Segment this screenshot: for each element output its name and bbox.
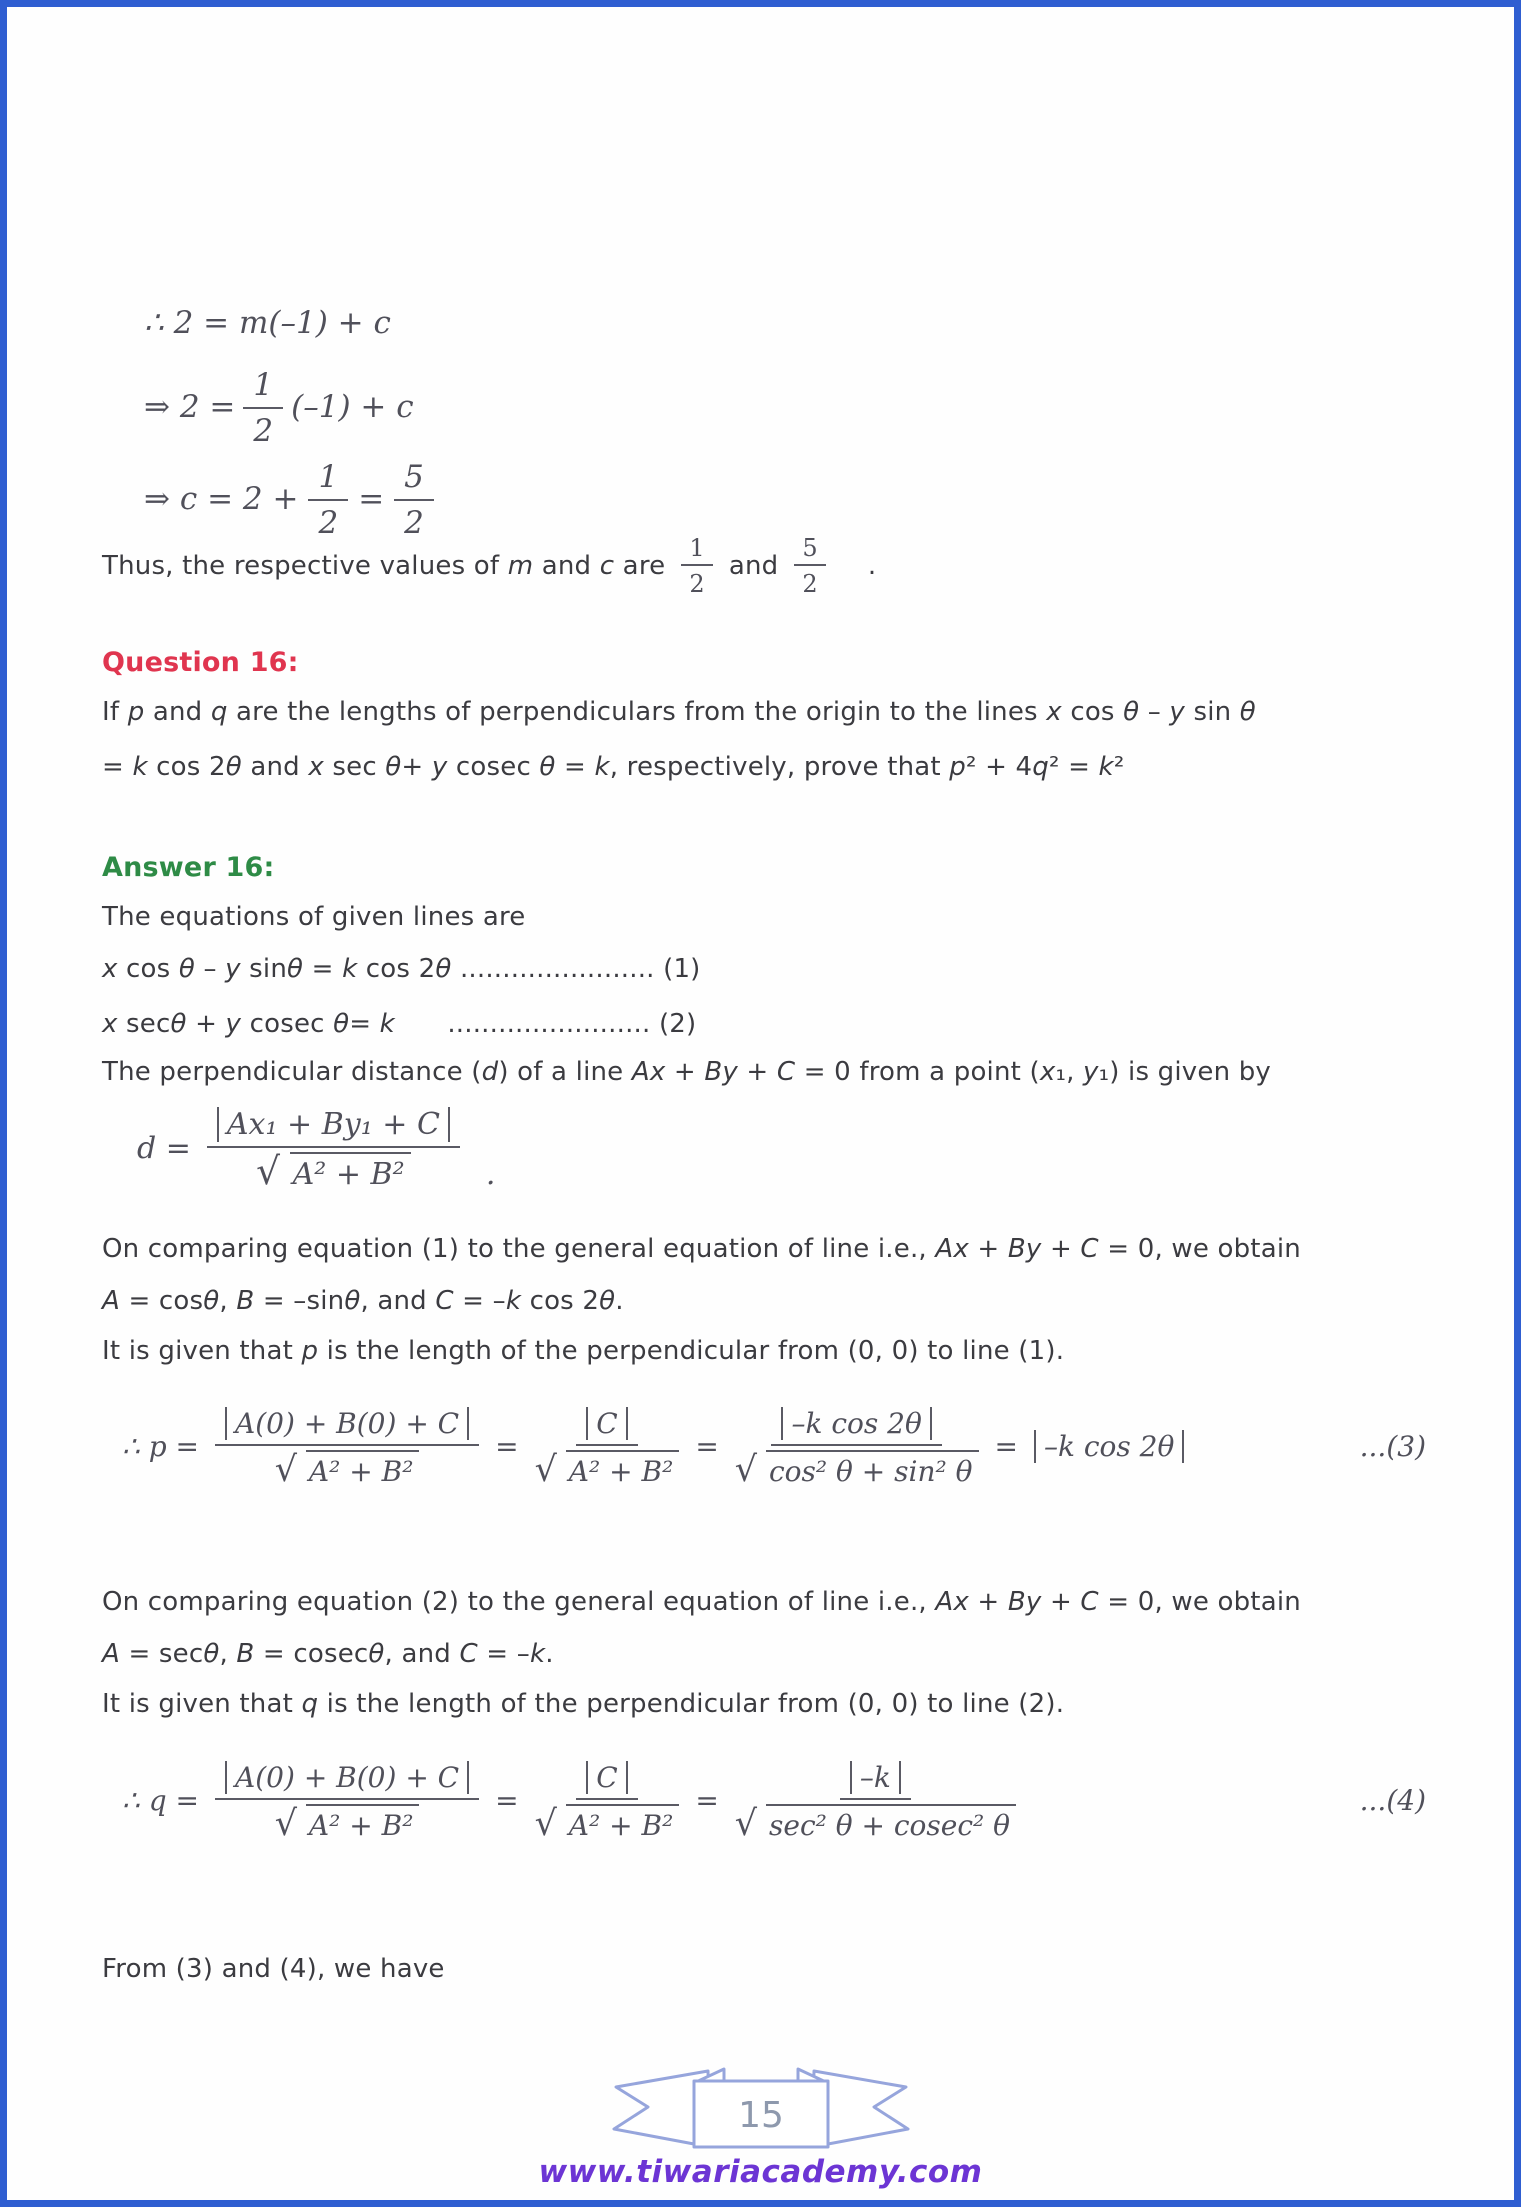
question-text-line: If p and q are the lengths of perpendiculars from the origin to the lines x cos θ – y sin θ: [102, 697, 1256, 727]
radical-sign: √: [274, 1804, 298, 1844]
answer-text-line: It is given that q is the length of the perpendicular from (0, 0) to line (2).: [102, 1689, 1065, 1719]
radical-sign: √: [734, 1804, 758, 1844]
fraction: $\frac{\text{Ax₁ + By₁ + C}}{\text{√ A² + B²}}$: [207, 1105, 460, 1192]
period: .: [867, 551, 877, 581]
answer-text-line: From (3) and (4), we have: [102, 1954, 445, 1984]
text-fragment: and: [728, 551, 779, 581]
equation-fragment: ∴ p =: [122, 1430, 200, 1463]
fraction: $\frac{1}{2}$: [681, 534, 712, 598]
equals-sign: =: [994, 1430, 1018, 1463]
fraction: $\frac{C}{\text{√ A² + B²}}$: [535, 1405, 680, 1488]
radical-sign: √: [256, 1149, 281, 1193]
text-fragment: Thus, the respective values of m and c are: [102, 551, 666, 581]
page-number: 15: [737, 2095, 784, 2136]
fraction: $\frac{A(0) + B(0) + C}{\text{√ A² + B²}}$: [215, 1405, 479, 1488]
derivation-equation-4: [122, 1759, 1426, 1842]
numbered-equation-line: x cos θ – y sinθ = k cos 2θ ....................... (1): [102, 954, 701, 984]
radical-sign: √: [534, 1804, 557, 1844]
answer-heading: Answer 16:: [102, 852, 275, 883]
period: .: [485, 1157, 496, 1192]
equation-line: [144, 365, 414, 449]
radical-sign: √: [734, 1450, 758, 1490]
answer-text-line: It is given that p is the length of the perpendicular from (0, 0) to line (1).: [102, 1336, 1065, 1366]
derivation-equation-3: [122, 1405, 1426, 1488]
equation-number: ...(3): [1359, 1430, 1426, 1463]
equation-fragment: ⇒ c = 2 +: [144, 481, 299, 517]
fraction: $\frac{A(0) + B(0) + C}{\text{√ A² + B²}}$: [215, 1759, 479, 1842]
equation-line: ∴ 2 = m(–1) + c: [144, 305, 391, 341]
equals-sign: =: [495, 1784, 519, 1817]
question-heading: Question 16:: [102, 647, 299, 678]
equation-fragment: ⇒ 2 =: [144, 389, 236, 425]
equals-sign: =: [695, 1784, 719, 1817]
radical-sign: √: [274, 1450, 298, 1490]
equation-fragment: ∴ q =: [122, 1784, 200, 1817]
equation-number: ...(4): [1359, 1784, 1426, 1817]
answer-text-line: A = cosθ, B = –sinθ, and C = –k cos 2θ.: [102, 1286, 624, 1316]
fraction: $\frac{1}{2}$: [308, 457, 348, 541]
distance-formula: [137, 1105, 495, 1192]
equation-fragment: d =: [137, 1131, 191, 1166]
fraction: $\frac{\text{–k cos 2θ}}{\text{√ cos² θ + sin² θ}}$: [735, 1405, 979, 1488]
fraction: $\frac{1}{2}$: [243, 365, 283, 449]
website-link[interactable]: www.tiwariacademy.com: [538, 2154, 983, 2190]
answer-text-line: The equations of given lines are: [102, 902, 526, 932]
question-text-line: = k cos 2θ and x sec θ+ y cosec θ = k, respectively, prove that p² + 4q² = k²: [102, 752, 1125, 782]
conclusion-line: [102, 534, 876, 598]
equation-result: –k cos 2θ: [1034, 1430, 1184, 1463]
page-number-ribbon: [606, 2055, 916, 2155]
answer-text-line: On comparing equation (2) to the general equation of line i.e., Ax + By + C = 0, we obtain: [102, 1587, 1301, 1617]
equals-sign: =: [495, 1430, 519, 1463]
equals-sign: =: [695, 1430, 719, 1463]
numbered-equation-line: x secθ + y cosec θ= k ........................ (2): [102, 1009, 697, 1039]
answer-text-line: A = secθ, B = cosecθ, and C = –k.: [102, 1639, 554, 1669]
equals-sign: =: [358, 481, 385, 517]
fraction: $\frac{5}{2}$: [394, 457, 434, 541]
equation-fragment: (–1) + c: [291, 389, 414, 425]
answer-text-line: The perpendicular distance (d) of a line Ax + By + C = 0 from a point (x₁, y₁) is given by: [102, 1057, 1272, 1087]
equation-line: [144, 457, 434, 541]
fraction: $\frac{C}{\text{√ A² + B²}}$: [535, 1759, 680, 1842]
fraction: $\frac{5}{2}$: [794, 534, 825, 598]
fraction: $\frac{-k}{\text{√ sec² θ + cosec² θ}}$: [735, 1759, 1016, 1842]
answer-text-line: On comparing equation (1) to the general equation of line i.e., Ax + By + C = 0, we obtain: [102, 1234, 1301, 1264]
radical-sign: √: [534, 1450, 557, 1490]
